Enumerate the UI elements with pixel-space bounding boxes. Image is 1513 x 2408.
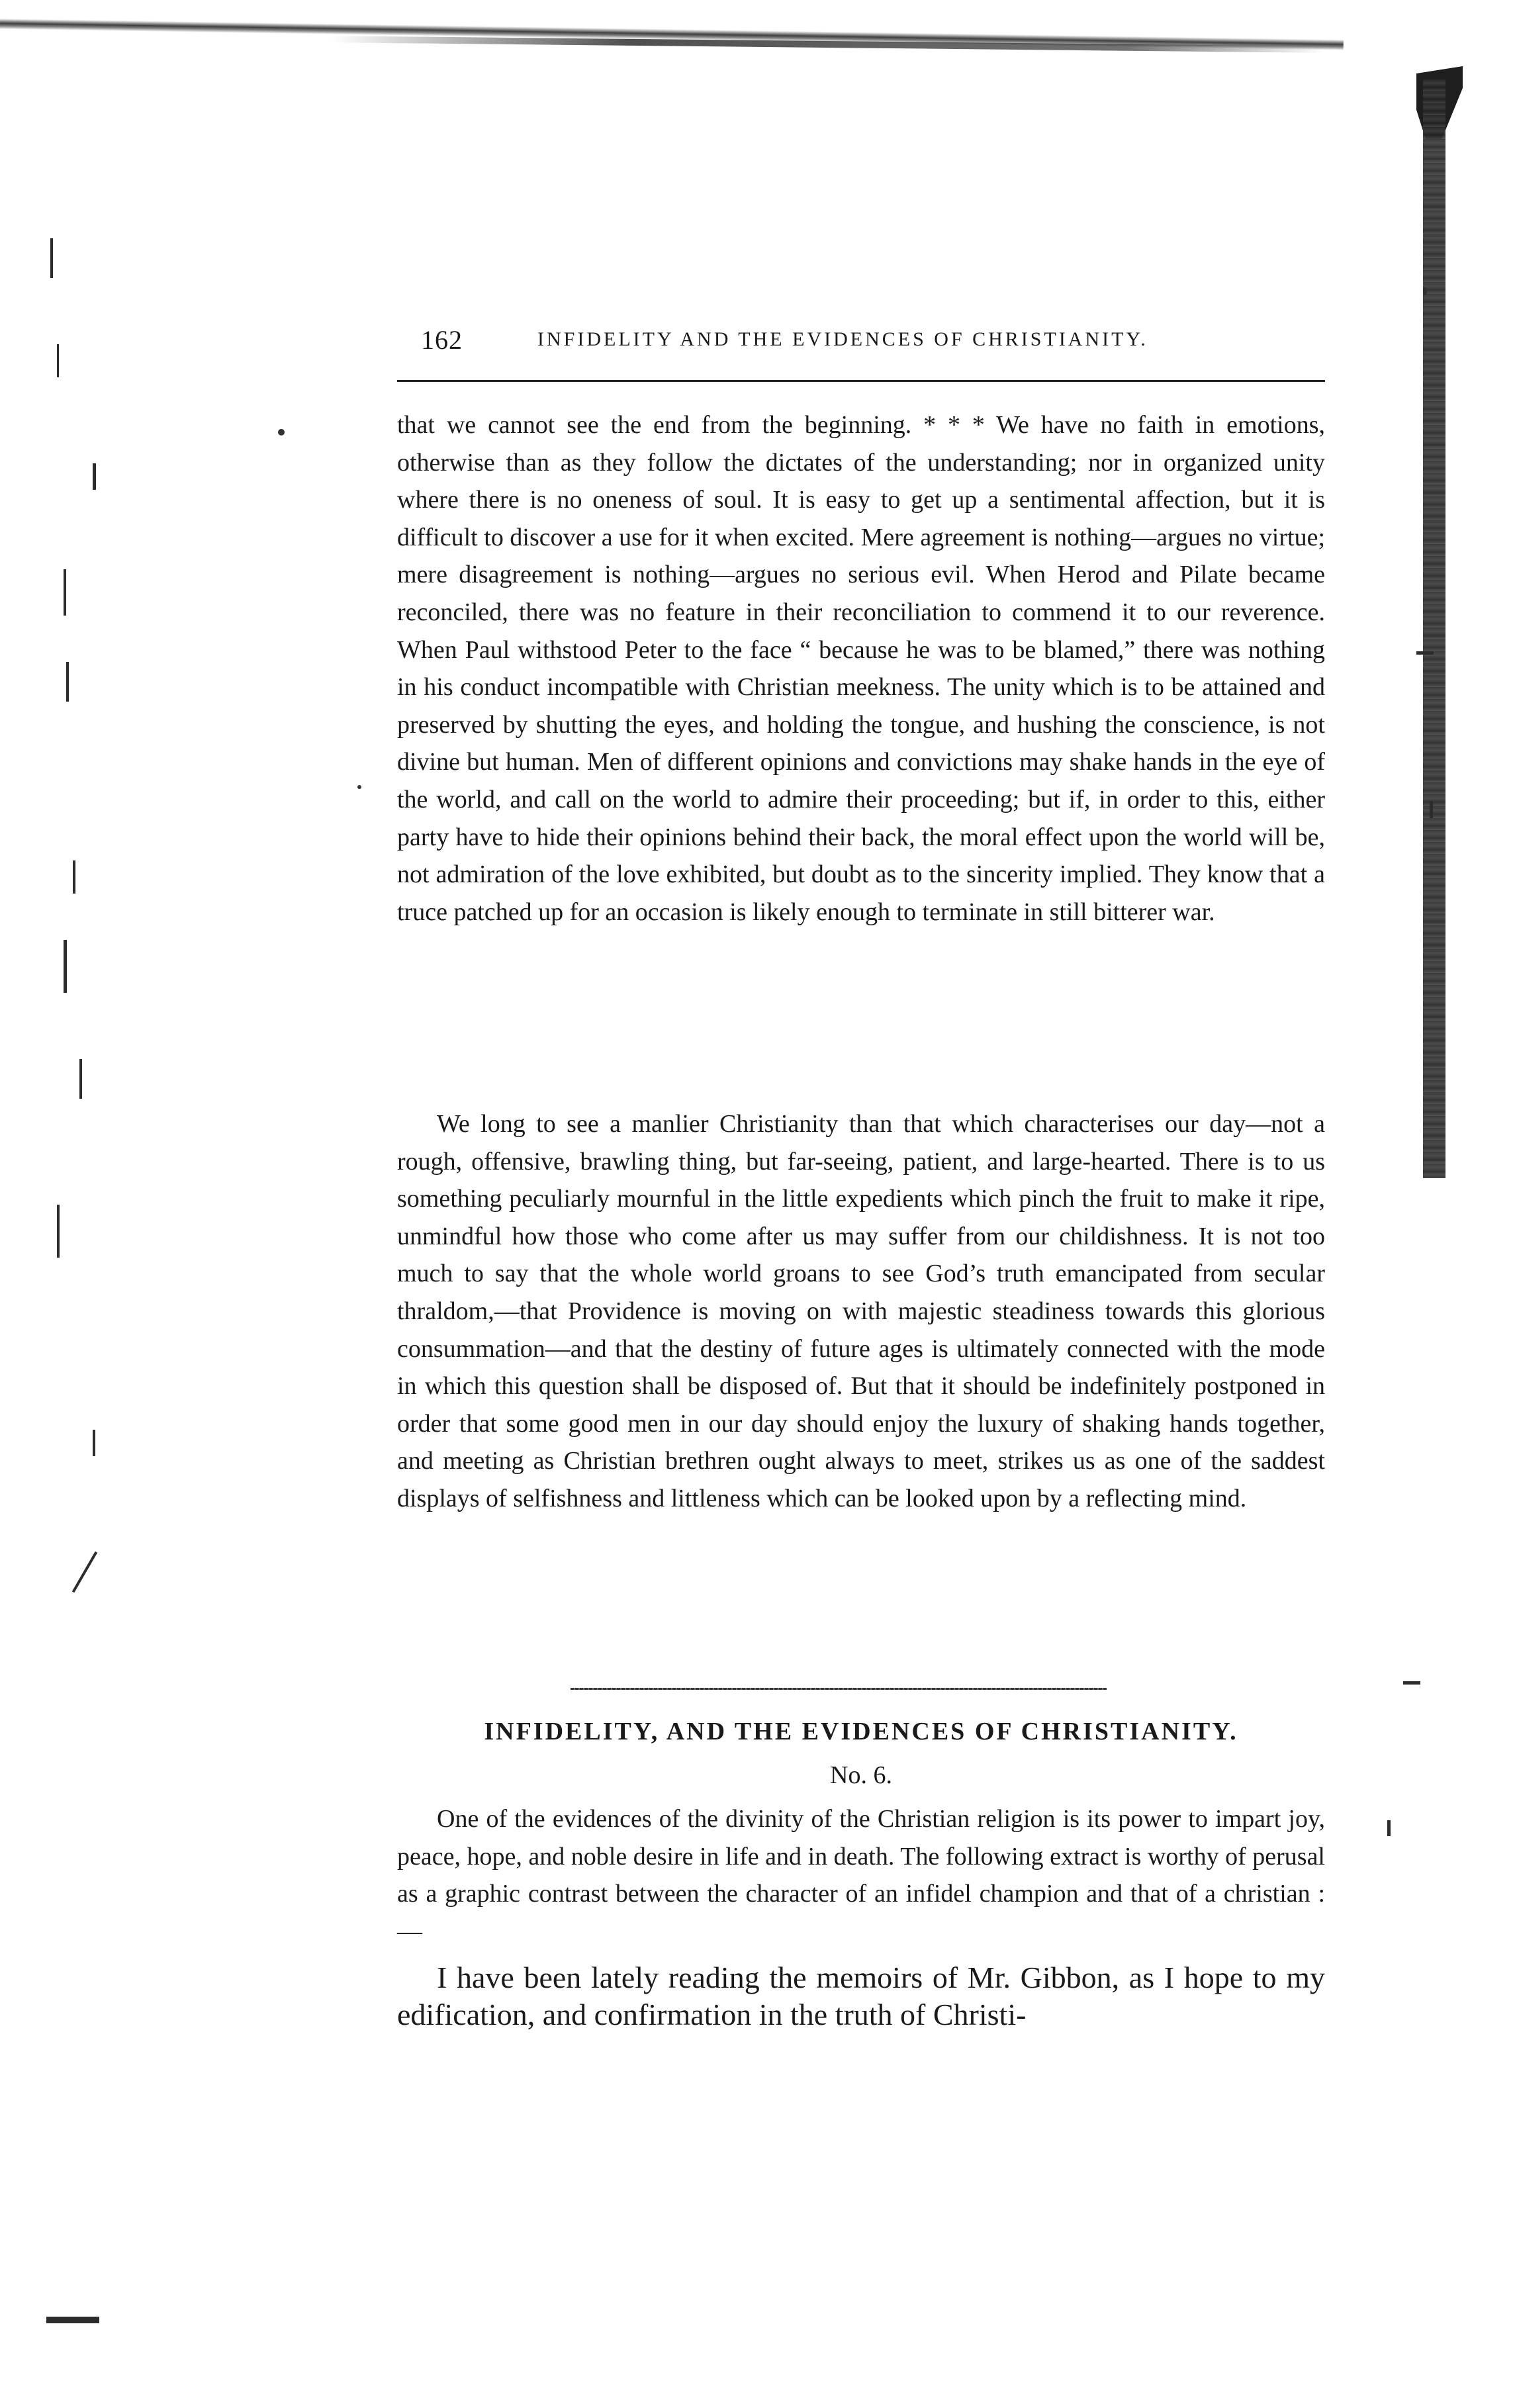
section-divider [571, 1688, 1107, 1690]
paragraph-text: We long to see a manlier Christianity than that which characterises our day—not a rough, offensive, brawling thing, but far-seeing, patient, and large-hearted. There is to us something peculiarly mournful in the little expedients which pinch the fruit to make it ripe, unmindful how those who come after us may suffer from our childishness. It is not too much to say that the whole world groans to see God’s truth emancipated from secular thraldom,—that Providence is moving on with majestic steadiness towards this glorious consummation—and that the destiny of future ages is ultimately connected with the mode in which this question shall be disposed of. But that it should be indefinitely postponed in order that some good men in our day should enjoy the luxury of shaking hands together, and meeting as Christian brethren ought always to meet, strikes us as one of the saddest displays of selfishness and littleness which can be looked upon by a reflecting mind. [397, 1110, 1325, 1512]
article-intro [397, 1800, 1325, 1950]
body-paragraph-2 [397, 1105, 1325, 1518]
header-rule [397, 380, 1325, 382]
article-title: INFIDELITY, AND THE EVIDENCES OF CHRISTIANITY. [484, 1718, 1238, 1745]
paragraph-text: that we cannot see the end from the beginning. * * * We have no faith in emotions, otherwise than as they follow the dictates of the understanding; nor in organized unity where there is no oneness of soul. It is easy to get up a sentimental affection, but it is difficult to discover a use for it when excited. Mere agreement is nothing—argues no virtue; mere disagreement is nothing—argues no serious evil. When Herod and Pilate became reconciled, there was no feature in their reconciliation to commend it to our reverence. When Paul withstood Peter to the face “ because he was to be blamed,” there was nothing in his conduct incompatible with Christian meekness. The unity which is to be attained and preserved by shutting the eyes, and holding the tongue, and hushing the conscience, is not divine but human. Men of different opinions and convictions may shake hands in the eye of the world, and call on the world to admire their proceeding; but if, in order to this, either party have to hide their opinions behind their back, the moral effect upon the world will be, not admiration of the love exhibited, but doubt as to the sincerity implied. They know that a truce patched up for an occasion is likely enough to terminate in still bitterer war. [397, 411, 1325, 926]
scan-binding-edge [1423, 79, 1445, 1178]
quoted-extract: I have been lately reading the memoirs of Mr. Gibbon, as I hope to my edification, and confirmation in the truth of Christi- [397, 1961, 1325, 2031]
page-header [421, 324, 1348, 364]
running-head: INFIDELITY AND THE EVIDENCES OF CHRISTIANITY. [537, 328, 1148, 350]
body-paragraph-1 [397, 406, 1325, 931]
paragraph-text: One of the evidences of the divinity of the Christian religion is its power to impart joy, peace, hope, and noble desire in life and in death. The following extract is worthy of perusal as a graphic contrast between the character of an infidel champion and that of a christian :— [397, 1805, 1325, 1945]
article-number: No. 6. [830, 1761, 892, 1789]
page-number: 162 [421, 325, 463, 355]
